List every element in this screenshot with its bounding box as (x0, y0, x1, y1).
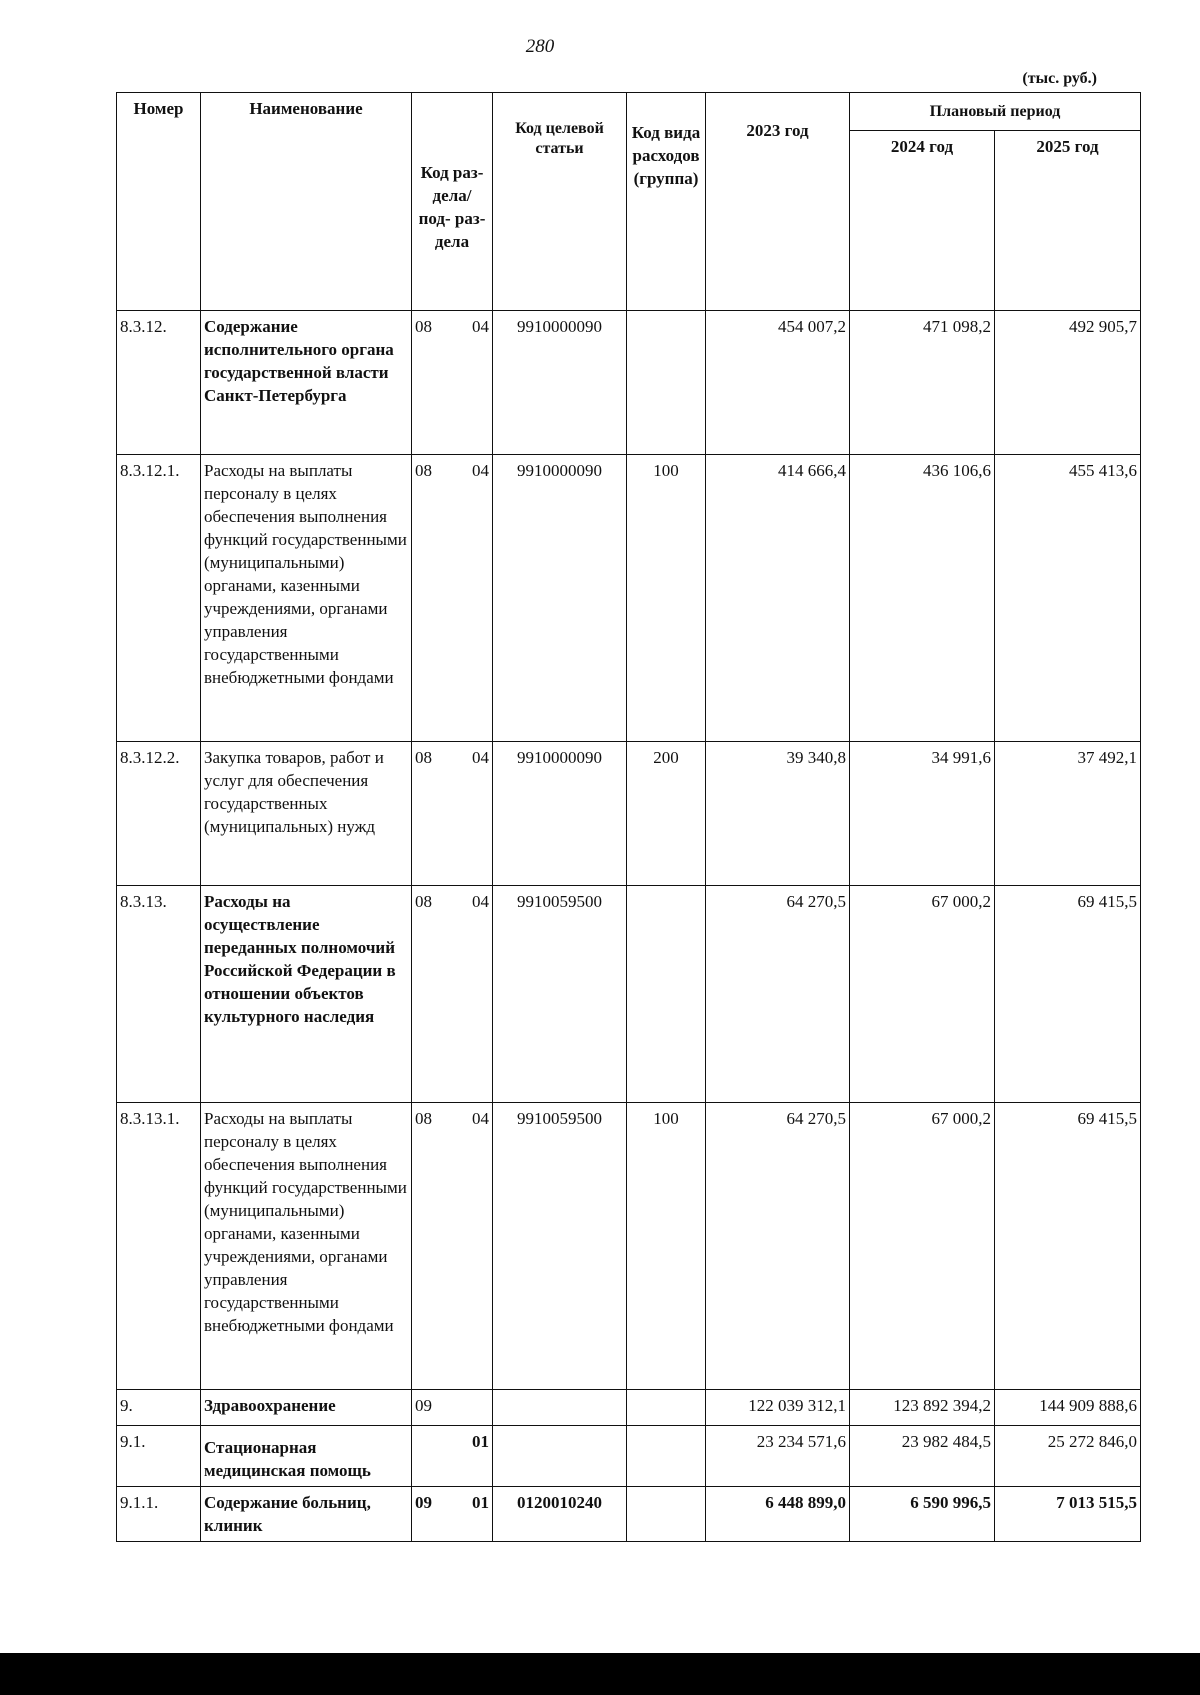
row-number: 9.1.1. (117, 1487, 201, 1542)
row-target-code: 9910000090 (493, 455, 627, 742)
section-code: 08 (415, 317, 432, 336)
row-number: 8.3.13. (117, 886, 201, 1103)
row-number: 8.3.13.1. (117, 1103, 201, 1390)
table-row (117, 886, 1141, 1103)
row-section-code (412, 886, 493, 1103)
table-row (117, 1103, 1141, 1390)
header-number: Номер (117, 93, 201, 311)
section-code: 09 (415, 1493, 432, 1512)
row-number: 8.3.12.2. (117, 742, 201, 886)
subsection-code: 04 (472, 317, 489, 336)
row-2025: 69 415,5 (995, 886, 1141, 1103)
scan-bottom-border (0, 1653, 1200, 1695)
row-2023: 64 270,5 (706, 886, 850, 1103)
header-expense-type: Код вида расходов (группа) (627, 93, 706, 311)
row-2025: 144 909 888,6 (995, 1390, 1141, 1426)
row-2023: 23 234 571,6 (706, 1426, 850, 1487)
section-code: 08 (415, 748, 432, 767)
row-2025: 25 272 846,0 (995, 1426, 1141, 1487)
section-code: 08 (415, 461, 432, 480)
header-section-code: Код раз- дела/ под- раз- дела (412, 93, 493, 311)
header-year-2023: 2023 год (706, 93, 850, 311)
row-2023: 454 007,2 (706, 311, 850, 455)
header-year-2025: 2025 год (995, 131, 1141, 311)
subsection-code: 04 (472, 892, 489, 911)
row-section-code (412, 1487, 493, 1542)
table-row (117, 742, 1141, 886)
subsection-code: 01 (472, 1432, 489, 1451)
row-name: Содержание исполнительного органа государственной власти Санкт-Петербурга (201, 311, 412, 455)
section-code: 08 (415, 1109, 432, 1128)
row-target-code (493, 1426, 627, 1487)
row-2023: 64 270,5 (706, 1103, 850, 1390)
row-name: Содержание больниц, клиник (201, 1487, 412, 1542)
section-code: 09 (415, 1396, 432, 1415)
page-number: 280 (525, 36, 555, 57)
header-year-2024: 2024 год (850, 131, 995, 311)
row-section-code (412, 1390, 493, 1426)
table-row (117, 1390, 1141, 1426)
row-name: Расходы на осуществление переданных полномочий Российской Федерации в отношении объектов культурного наследия (201, 886, 412, 1103)
row-2023: 39 340,8 (706, 742, 850, 886)
header-name: Наименование (201, 93, 412, 311)
row-expense-type (627, 1487, 706, 1542)
row-target-code: 9910000090 (493, 311, 627, 455)
row-expense-type: 200 (627, 742, 706, 886)
table-header (117, 93, 1141, 311)
row-expense-type (627, 1426, 706, 1487)
budget-table (116, 92, 1141, 1542)
row-2024: 67 000,2 (850, 1103, 995, 1390)
table-row (117, 1487, 1141, 1542)
subsection-code: 04 (472, 461, 489, 480)
row-number: 8.3.12. (117, 311, 201, 455)
row-target-code: 0120010240 (493, 1487, 627, 1542)
subsection-code: 04 (472, 748, 489, 767)
row-2024: 471 098,2 (850, 311, 995, 455)
subsection-code: 04 (472, 1109, 489, 1128)
row-2025: 455 413,6 (995, 455, 1141, 742)
header-planned-period: Плановый период (850, 93, 1141, 131)
row-2024: 23 982 484,5 (850, 1426, 995, 1487)
row-name: Закупка товаров, работ и услуг для обеспечения государственных (муниципальных) нужд (201, 742, 412, 886)
row-expense-type (627, 886, 706, 1103)
row-2024: 6 590 996,5 (850, 1487, 995, 1542)
row-name: Расходы на выплаты персоналу в целях обеспечения выполнения функций государственными (муниципальными) органами, казенными учреждениями, органами управления государственными внебюджетными фондами (201, 455, 412, 742)
section-code: 08 (415, 892, 432, 911)
row-name: Здравоохранение (201, 1390, 412, 1426)
row-expense-type (627, 1390, 706, 1426)
row-section-code (412, 455, 493, 742)
row-number: 9.1. (117, 1426, 201, 1487)
row-2023: 6 448 899,0 (706, 1487, 850, 1542)
row-section-code (412, 1103, 493, 1390)
table-row (117, 1426, 1141, 1487)
row-expense-type (627, 311, 706, 455)
row-2024: 34 991,6 (850, 742, 995, 886)
row-target-code (493, 1390, 627, 1426)
row-2025: 492 905,7 (995, 311, 1141, 455)
row-target-code: 9910000090 (493, 742, 627, 886)
row-target-code: 9910059500 (493, 1103, 627, 1390)
table-row (117, 455, 1141, 742)
row-name: Расходы на выплаты персоналу в целях обеспечения выполнения функций государственными (муниципальными) органами, казенными учреждениями, органами управления государственными внебюджетными фондами (201, 1103, 412, 1390)
row-section-code (412, 311, 493, 455)
row-2024: 436 106,6 (850, 455, 995, 742)
table-row (117, 311, 1141, 455)
row-2023: 414 666,4 (706, 455, 850, 742)
row-section-code (412, 742, 493, 886)
row-number: 9. (117, 1390, 201, 1426)
subsection-code: 01 (472, 1493, 489, 1512)
row-2025: 7 013 515,5 (995, 1487, 1141, 1542)
units-label: (тыс. руб.) (1022, 70, 1097, 87)
row-2024: 123 892 394,2 (850, 1390, 995, 1426)
header-target-code: Код целевой статьи (493, 93, 627, 311)
row-target-code: 9910059500 (493, 886, 627, 1103)
row-section-code (412, 1426, 493, 1487)
row-2025: 37 492,1 (995, 742, 1141, 886)
row-expense-type: 100 (627, 1103, 706, 1390)
row-2023: 122 039 312,1 (706, 1390, 850, 1426)
row-number: 8.3.12.1. (117, 455, 201, 742)
row-2024: 67 000,2 (850, 886, 995, 1103)
row-2025: 69 415,5 (995, 1103, 1141, 1390)
row-expense-type: 100 (627, 455, 706, 742)
row-name: Стационарная медицинская помощь (201, 1426, 412, 1487)
